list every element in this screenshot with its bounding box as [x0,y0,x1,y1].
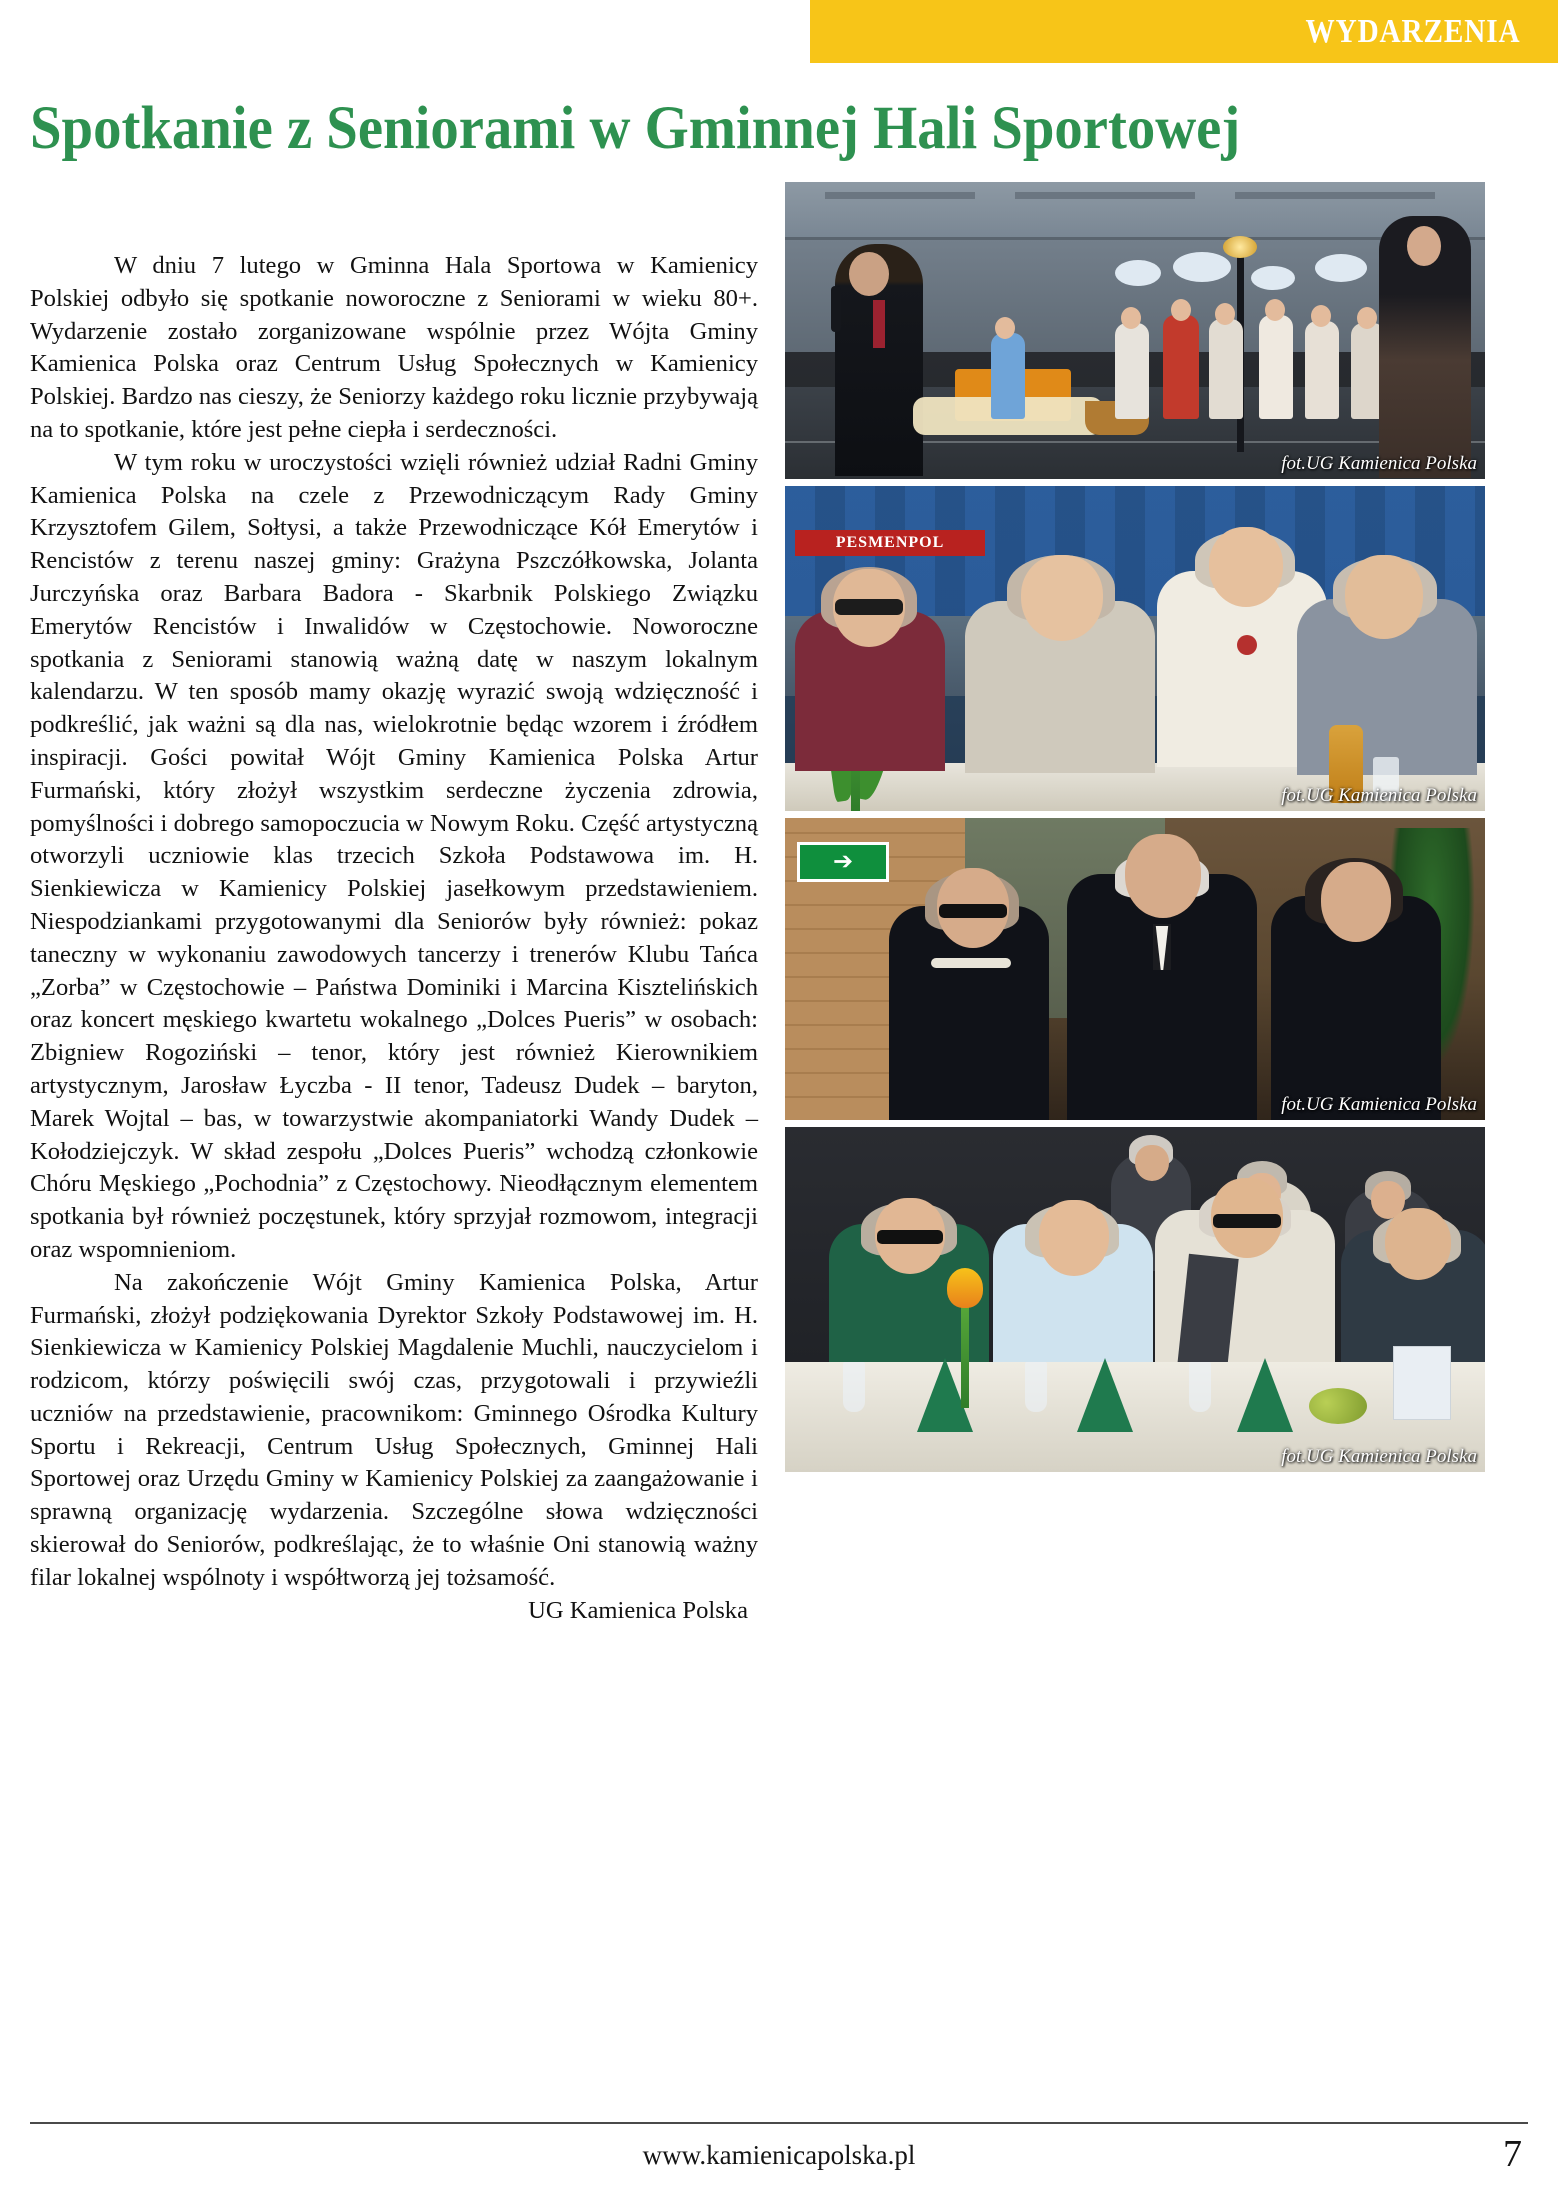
photo-4-face [1039,1200,1109,1276]
photo-3-face [1125,834,1201,918]
photo-4-glass [843,1362,865,1412]
photo-4-folded-napkin [1237,1358,1293,1432]
photo-1-stage-lamp [1223,236,1257,258]
photo-stage-performance [785,182,1485,479]
photo-3-eyeglasses [939,904,1007,918]
photo-2-eyeglasses [835,599,903,615]
photo-1-child [1305,321,1339,419]
footer-page-number: 7 [1503,2133,1522,2175]
photo-2-face [1021,555,1103,641]
photo-2-sponsor-banner: PESMENPOL [795,530,985,556]
photo-1-child-head [1311,305,1331,327]
exit-sign-icon [797,842,889,882]
photo-1-beam [1015,192,1195,199]
photo-4-grapes [1309,1388,1367,1424]
article-paragraph-3: Na zakończenie Wójt Gminy Kamienica Polska, Artur Furmański, złożył podziękowania Dyrektor Szkoły Podstawowej im. H. Sienkiewicza w Kamienicy Polskiej Magdalenie Muchli, nauczycielom i rodzicom, którzy poświęcili swój czas, przygotowali i przywieźli uczniów na przedstawienie, pracownikom: Gminnego Ośrodka Kultury Sportu i Rekreacji, Centrum Usług Społecznych, Gminnej Hali Sportowej oraz Urzędu Gminy w Kamienicy Polskiej za zaangażowanie i sprawną organizację wydarzenia. Szczególne słowa wdzięczności skierował do Seniorów, podkreślając, że to właśnie Oni stanowią ważny filar lokalnej wspólnoty i współtworzą jej tożsamość. [30,1268,758,1591]
photo-1-child [1209,319,1243,419]
article-photo-column [785,182,1485,1479]
photo-3-face [1321,862,1391,942]
arrow-right-icon: ➔ [832,849,854,875]
photo-1-cloud-decoration [1315,254,1367,282]
photo-3-pearl-necklace [931,958,1011,968]
photo-1-child-head [1171,299,1191,321]
photo-1-cloud-decoration [1173,252,1231,282]
photo-three-people-portrait [785,818,1485,1120]
photo-1-beam [1235,192,1435,199]
photo-1-beam [825,192,975,199]
photo-1-child-head [995,317,1015,339]
photo-4-gift-bag [1393,1346,1451,1420]
photo-4-eyeglasses [1213,1214,1281,1228]
photo-caption: fot.UG Kamienica Polska [1281,1446,1477,1467]
section-header-bar [810,0,1558,63]
article-text-column [30,250,758,1627]
article-signature: UG Kamienica Polska [528,1596,748,1624]
photo-4-tulip-stem [961,1300,969,1408]
photo-4-eyeglasses [877,1230,943,1244]
photo-1-speaker-tie [873,300,885,348]
photo-1-speaker-face [849,252,889,296]
section-header-label: WYDARZENIA [1305,12,1521,50]
photo-1-child [1115,323,1149,419]
article-title: Spotkanie z Seniorami w Gminnej Hali Sportowej [30,95,1241,162]
photo-4-face [1385,1208,1451,1280]
photo-banquet-hall [785,1127,1485,1472]
photo-2-face [1209,527,1283,607]
photo-1-child-head [1215,303,1235,325]
photo-caption: fot.UG Kamienica Polska [1281,785,1477,806]
article-content [0,170,1558,2070]
photo-1-child-head [1357,307,1377,329]
photo-1-ceiling [785,182,1485,240]
photo-1-child [1163,315,1199,419]
photo-1-microphone [831,286,841,332]
photo-4-tulip-flower [947,1268,983,1308]
photo-1-child-head [1265,299,1285,321]
photo-caption: fot.UG Kamienica Polska [1281,453,1477,474]
photo-4-folded-napkin [1077,1358,1133,1432]
photo-1-cloud-decoration [1251,266,1295,290]
photo-1-cloud-decoration [1115,260,1161,286]
photo-1-child [991,333,1025,419]
footer-divider [30,2122,1528,2124]
photo-caption: fot.UG Kamienica Polska [1281,1094,1477,1115]
photo-4-face [1135,1145,1169,1181]
photo-1-woman-right-face [1407,226,1441,266]
photo-1-child-head [1121,307,1141,329]
photo-2-face [1345,555,1423,639]
article-paragraph-1: W dniu 7 lutego w Gminna Hala Sportowa w Kamienicy Polskiej odbyło się spotkanie noworoczne z Seniorami w wieku 80+. Wydarzenie zostało zorganizowane wspólnie przez Wójta Gminy Kamienica Polska oraz Centrum Usług Społecznych w Kamienicy Polskiej. Bardzo nas cieszy, że Seniorzy każdego roku licznie przybywają na to spotkanie, które jest pełne ciepła i serdeczności. [30,252,758,443]
photo-1-child [1259,315,1293,419]
article-paragraph-2: W tym roku w uroczystości wzięli również udział Radni Gminy Kamienica Polska na czele z Przewodniczącym Rady Gminy Krzysztofem Gilem, Sołtysi, a także Przewodniczące Kół Emerytów i Rencistów z terenu naszej gminy: Grażyna Pszczółkowska, Jolanta Jurczyńska oraz Barbara Badora - Skarbnik Polskiego Związku Emerytów Rencistów i Inwalidów w Częstochowie. Noworoczne spotkania z Seniorami stanowią ważną datę w naszym lokalnym kalendarzu. W ten sposób mamy okazję wyrazić swoją wdzięczność i podkreślić, jak ważni są dla nas, wielokrotnie będąc wzorem i źródłem inspiracji. Gości powitał Wójt Gminy Kamienica Polska Artur Furmański, który złożył wszystkim serdeczne życzenia zdrowia, pomyślności i dobrego samopoczucia w Nowym Roku. Część artystyczną otworzyli uczniowie klas trzecich Szkoła Podstawowa im. H. Sienkiewicza w Kamienicy Polskiej jasełkowym przedstawieniem. Niespodziankami przygotowanymi dla Seniorów były również: pokaz taneczny w wykonaniu zawodowych tancerzy i trenerów Klubu Tańca „Zorba” w Częstochowie – Państwa Dominiki i Marcina Kisztelińskich oraz koncert męskiego kwartetu wokalnego „Dolces Pueris” w osobach: Zbigniew Rogoziński – tenor, który jest również Kierownikiem artystycznym, Jarosław Łyczba - II tenor, Tadeusz Dudek – baryton, Marek Wojtal – bas, w towarzystwie akompaniatorki Wandy Dudek – Kołodziejczyk. W skład zespołu „Dolces Pueris” wchodzą członkowie Chóru Męskiego „Pochodnia” z Częstochowy. Nieodłącznym elementem spotkania był również poczęstunek, który sprzyjał rozmowom, integracji oraz wspomnieniom. [30,448,758,1263]
photo-4-glass [1189,1362,1211,1412]
photo-seniors-at-table [785,486,1485,811]
photo-2-pendant [1237,635,1257,655]
footer-website-url: www.kamienicapolska.pl [642,2140,916,2170]
photo-4-glass [1025,1362,1047,1412]
